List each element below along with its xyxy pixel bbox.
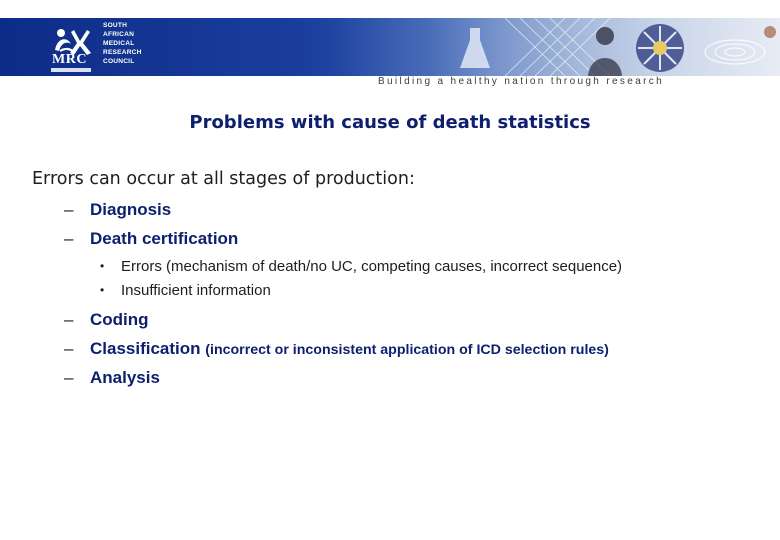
org-line: MEDICAL (103, 39, 135, 47)
dash-bullet-icon: – (64, 229, 74, 248)
intro-text: Errors can occur at all stages of production: (32, 169, 415, 189)
list-item-label: Coding (90, 310, 149, 329)
list-item-note: (incorrect or inconsistent application of ICD selection rules) (205, 342, 609, 358)
list-item-classification (64, 339, 609, 359)
sub-list-item-insufficient-information (100, 282, 271, 299)
list-item-analysis (64, 368, 160, 388)
dash-bullet-icon: – (64, 310, 74, 329)
dash-bullet-icon: – (64, 368, 74, 387)
list-item-coding (64, 310, 149, 330)
org-line: SOUTH (103, 22, 128, 29)
slide-title: Problems with cause of death statistics (189, 112, 591, 133)
dash-bullet-icon: – (64, 200, 74, 219)
banner-photo-collage (330, 18, 780, 76)
list-item-diagnosis (64, 200, 171, 220)
org-line: AFRICAN (103, 30, 135, 38)
sub-list-item-label: Insufficient information (121, 282, 271, 299)
list-item-label: Diagnosis (90, 200, 172, 219)
header-banner (0, 18, 780, 76)
list-item-label: Classification (90, 339, 201, 358)
tagline: Building a healthy nation through research (378, 76, 665, 87)
org-line: COUNCIL (103, 57, 135, 65)
org-line: RESEARCH (103, 48, 142, 56)
logo-text: MRC (52, 52, 87, 67)
dot-bullet-icon: • (100, 283, 105, 297)
list-item-label: Death certification (90, 229, 239, 248)
organization-name (103, 22, 163, 67)
sub-list-item-errors (100, 258, 622, 275)
sub-list-item-label: Errors (mechanism of death/no UC, competing causes, incorrect sequence) (121, 258, 623, 275)
dash-bullet-icon: – (64, 339, 74, 358)
dot-bullet-icon: • (100, 259, 105, 273)
list-item-label: Analysis (90, 368, 160, 387)
list-item-death-certification (64, 229, 238, 249)
